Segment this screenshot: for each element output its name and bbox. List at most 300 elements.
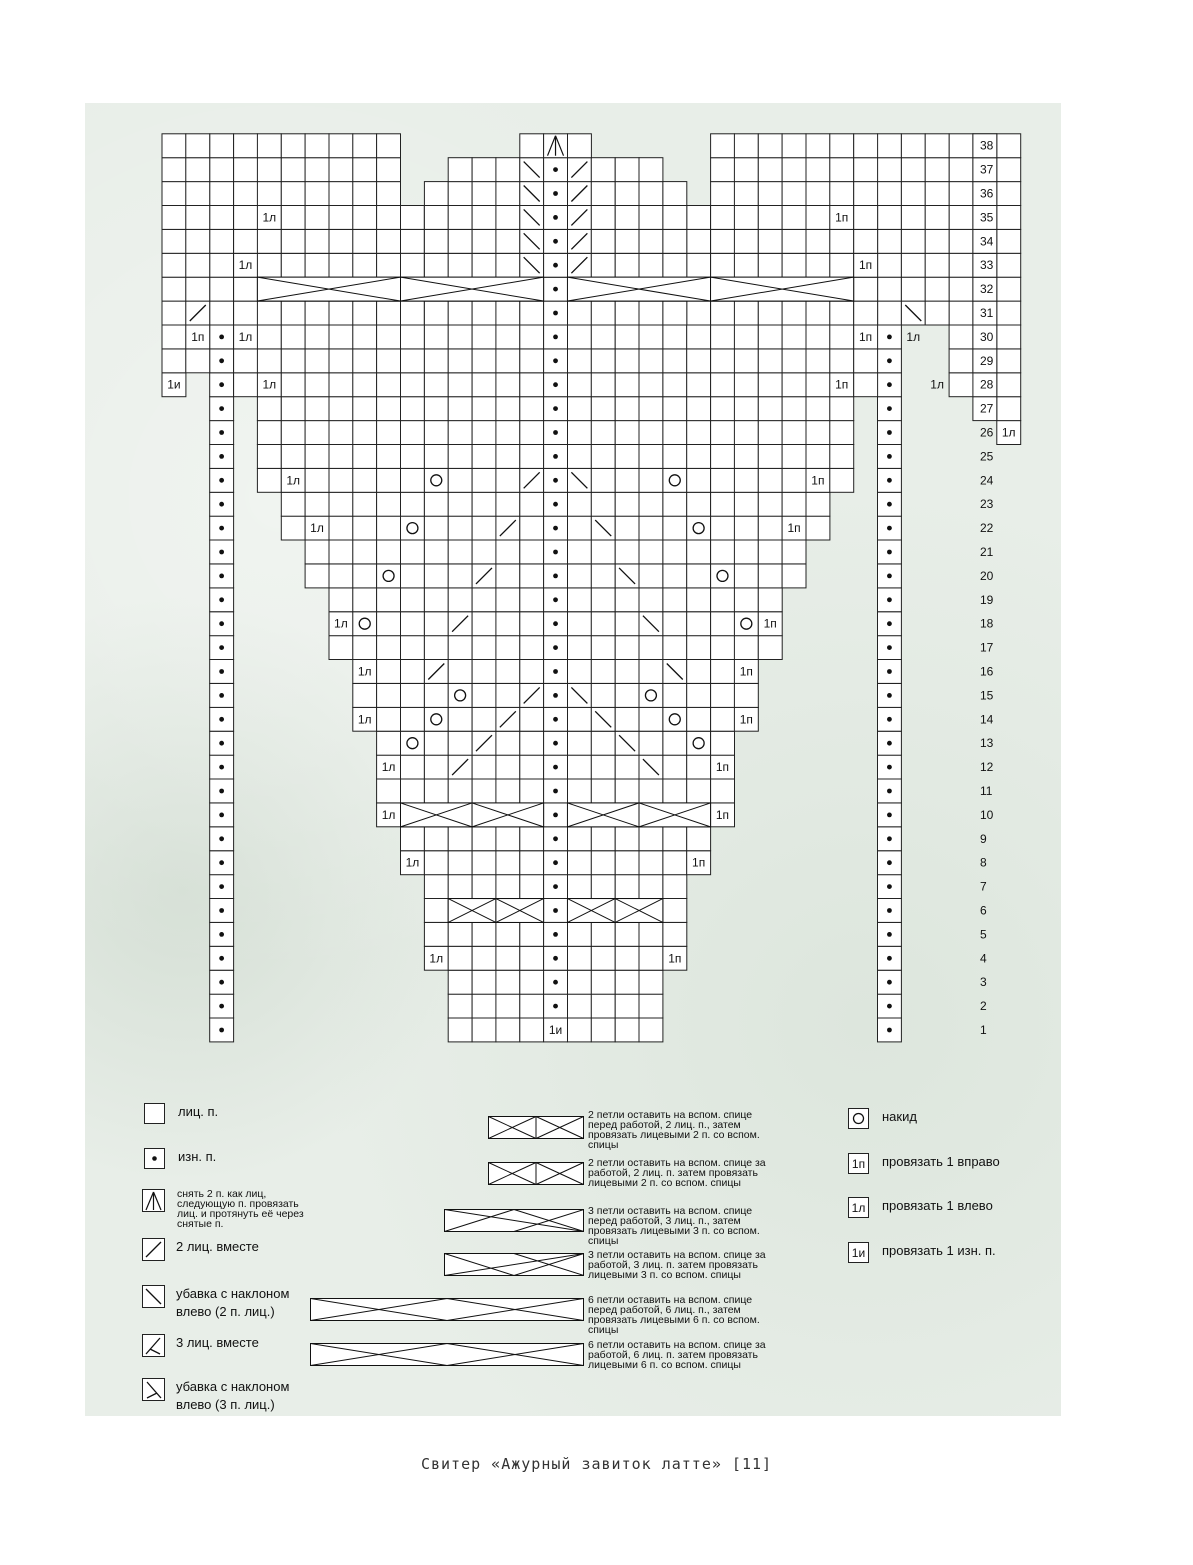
chart-cell: [663, 229, 687, 253]
chart-cell: [472, 946, 496, 970]
legend-k3tog: [142, 1334, 259, 1357]
chart-cell: [615, 851, 639, 875]
turn-mark: 1п: [787, 521, 801, 536]
chart-cell: [711, 516, 735, 540]
legend-cable5-label: 6 петли оставить на вспом. спице перед работой, 6 лиц. п., затем провязать лицевыми 6 п. со вспом. спицы: [588, 1294, 760, 1336]
chart-cell: [806, 445, 830, 469]
chart-cell: [305, 468, 329, 492]
chart-cell: [734, 253, 758, 277]
chart-cell: [806, 421, 830, 445]
chart-cell: [329, 421, 353, 445]
chart-cell: [186, 349, 210, 373]
chart-cell: [401, 540, 425, 564]
legend-ssk3: [142, 1378, 316, 1414]
chart-cell: [639, 540, 663, 564]
chart-cell: [568, 325, 592, 349]
chart-cell: [591, 445, 615, 469]
chart-cell: [591, 301, 615, 325]
chart-cell: [997, 253, 1021, 277]
chart-cell: [734, 612, 758, 636]
purl-dot-icon: [553, 550, 558, 555]
chart-cell: [353, 684, 377, 708]
chart-cell: [424, 731, 448, 755]
chart-cell: [448, 588, 472, 612]
legend-cable4-label: 3 петли оставить на вспом. спице за работой, 3 лиц. п. затем провязать лицевыми 3 п. со вспом. спицы: [588, 1249, 766, 1281]
chart-cell: [711, 134, 735, 158]
row-number: 12: [980, 760, 994, 775]
chart-cell: [568, 779, 592, 803]
turn-mark: 1л: [930, 377, 944, 392]
chart-cell: [281, 182, 305, 206]
row-number: 6: [980, 903, 987, 918]
chart-cell: [663, 349, 687, 373]
chart-cell: [472, 301, 496, 325]
chart-cell: [401, 779, 425, 803]
chart-cell: [329, 182, 353, 206]
row-number: 8: [980, 855, 987, 870]
chart-cell: [401, 588, 425, 612]
row-number: 15: [980, 688, 994, 703]
purl-dot-icon: [887, 717, 892, 722]
chart-cell: [162, 182, 186, 206]
chart-cell: [448, 397, 472, 421]
chart-cell: [901, 253, 925, 277]
chart-cell: [377, 253, 401, 277]
cable-3x3-front-icon: [444, 1206, 584, 1238]
chart-cell: [353, 421, 377, 445]
chart-cell: [639, 588, 663, 612]
chart-cell: [687, 229, 711, 253]
chart-cell: [591, 994, 615, 1018]
chart-cell: [734, 349, 758, 373]
chart-cell: [711, 158, 735, 182]
chart-cell: [806, 134, 830, 158]
chart-cell: [377, 182, 401, 206]
chart-cell: [758, 229, 782, 253]
chart-cell: [615, 468, 639, 492]
legend-ssk3-label: убавка с наклоном влево (3 п. лиц.): [176, 1379, 290, 1412]
chart-cell: [758, 182, 782, 206]
chart-cell: [830, 229, 854, 253]
chart-cell: [472, 206, 496, 230]
purl-dot-icon: [553, 526, 558, 531]
chart-cell: [353, 134, 377, 158]
chart-cell: [448, 684, 472, 708]
chart-cell: [210, 206, 234, 230]
turn-mark: 1п: [835, 210, 849, 225]
chart-cell: [591, 755, 615, 779]
chart-cell: [925, 182, 949, 206]
chart-cell: [424, 564, 448, 588]
chart-cell: [854, 206, 878, 230]
chart-cell: [687, 755, 711, 779]
chart-cell: [496, 253, 520, 277]
chart-cell: [711, 707, 735, 731]
chart-cell: [353, 588, 377, 612]
chart-cell: [806, 182, 830, 206]
chart-cell: [782, 421, 806, 445]
chart-cell: [377, 134, 401, 158]
chart-cell: [401, 349, 425, 373]
chart-cell: [734, 182, 758, 206]
chart-cell: [353, 492, 377, 516]
chart-cell: [281, 373, 305, 397]
chart-cell: [472, 636, 496, 660]
chart-cell: [424, 253, 448, 277]
chart-cell: [615, 349, 639, 373]
purl-dot-icon: [887, 789, 892, 794]
chart-cell: [687, 564, 711, 588]
chart-cell: [424, 612, 448, 636]
chart-cell: [758, 516, 782, 540]
chart-cell: [734, 636, 758, 660]
chart-cell: [424, 468, 448, 492]
chart-cell: [568, 731, 592, 755]
chart-cell: [424, 206, 448, 230]
chart-cell: [591, 229, 615, 253]
chart-cell: [568, 994, 592, 1018]
purl-dot-icon: [553, 860, 558, 865]
chart-cell: [329, 134, 353, 158]
purl-dot-icon: [887, 382, 892, 387]
chart-cell: [854, 158, 878, 182]
chart-cell: [663, 636, 687, 660]
chart-cell: [520, 970, 544, 994]
chart-cell: [591, 397, 615, 421]
chart-cell: [448, 922, 472, 946]
chart-cell: [472, 373, 496, 397]
chart-cell: [401, 684, 425, 708]
chart-cell: [734, 684, 758, 708]
chart-cell: [806, 325, 830, 349]
row-number: 13: [980, 736, 994, 751]
turn-mark: 1л: [429, 951, 444, 966]
chart-cell: [353, 612, 377, 636]
chart-cell: [997, 277, 1021, 301]
chart-cell: [711, 588, 735, 612]
row-number: 28: [980, 377, 994, 392]
chart-cell: [448, 445, 472, 469]
chart-cell: [162, 277, 186, 301]
chart-cell: [234, 158, 258, 182]
chart-cell: [257, 421, 281, 445]
chart-cell: [186, 229, 210, 253]
chart-cell: [448, 636, 472, 660]
chart-cell: [496, 325, 520, 349]
row-number: 7: [980, 879, 987, 894]
chart-cell: [472, 397, 496, 421]
chart-cell: [663, 253, 687, 277]
ssk-icon: [142, 1285, 165, 1308]
chart-cell: [329, 229, 353, 253]
purl-dot-icon: [887, 860, 892, 865]
chart-cell: [758, 564, 782, 588]
chart-cell: [997, 134, 1021, 158]
chart-cell: [949, 349, 973, 373]
purl-dot-icon: [887, 836, 892, 841]
purl-dot-icon: [219, 860, 224, 865]
turn-mark: 1п: [858, 329, 873, 344]
chart-cell: [687, 373, 711, 397]
chart-cell: [353, 349, 377, 373]
chart-cell: [901, 277, 925, 301]
chart-cell: [186, 158, 210, 182]
chart-cell: [329, 468, 353, 492]
chart-cell: [568, 445, 592, 469]
chart-cell: [520, 301, 544, 325]
chart-cell: [830, 301, 854, 325]
cable-2x2-back-icon: [488, 1158, 584, 1190]
purl-dot-icon: [887, 956, 892, 961]
chart-cell: [782, 445, 806, 469]
chart-cell: [878, 277, 902, 301]
chart-cell: [854, 134, 878, 158]
chart-cell: [663, 612, 687, 636]
chart-cell: [520, 492, 544, 516]
chart-cell: [257, 445, 281, 469]
turn-mark: 1л: [405, 855, 420, 870]
purl-dot-icon: [887, 741, 892, 746]
chart-cell: [711, 301, 735, 325]
chart-cell: [687, 588, 711, 612]
chart-cell: [711, 373, 735, 397]
chart-cell: [257, 134, 281, 158]
chart-cell: [568, 516, 592, 540]
purl-dot-icon: [553, 765, 558, 770]
chart-cell: [424, 421, 448, 445]
row-number: 11: [980, 784, 993, 798]
chart-cell: [424, 229, 448, 253]
chart-cell: [949, 277, 973, 301]
purl-dot-icon: [219, 1004, 224, 1009]
chart-cell: [615, 206, 639, 230]
chart-cell: [401, 421, 425, 445]
chart-cell: [377, 540, 401, 564]
legend-tr-label: провязать 1 вправо: [882, 1154, 1000, 1169]
chart-cell: [472, 325, 496, 349]
chart-cell: [472, 182, 496, 206]
chart-cell: [663, 755, 687, 779]
chart-cell: [448, 516, 472, 540]
chart-cell: [401, 468, 425, 492]
purl-dot-icon: [887, 502, 892, 507]
chart-cell: [711, 445, 735, 469]
chart-cell: [568, 922, 592, 946]
purl-dot-icon: [219, 717, 224, 722]
chart-cell: [568, 564, 592, 588]
chart-cell: [568, 492, 592, 516]
chart-cell: [758, 373, 782, 397]
chart-cell: [353, 468, 377, 492]
chart-cell: [377, 206, 401, 230]
chart-cell: [568, 851, 592, 875]
chart-cell: [401, 206, 425, 230]
purl-dot-icon: [887, 1028, 892, 1033]
purl-dot-icon: [219, 765, 224, 770]
chart-cell: [353, 206, 377, 230]
turn-right-symbol: 1п: [848, 1153, 869, 1174]
row-number: 35: [980, 210, 994, 225]
chart-cell: [472, 253, 496, 277]
chart-cell: [234, 182, 258, 206]
purl-dot-icon: [887, 550, 892, 555]
chart-cell: [663, 421, 687, 445]
chart-cell: [520, 851, 544, 875]
purl-dot-icon: [219, 430, 224, 435]
row-number: 30: [980, 329, 994, 344]
chart-cell: [210, 134, 234, 158]
chart-cell: [496, 229, 520, 253]
chart-cell: [401, 325, 425, 349]
row-number: 18: [980, 616, 994, 631]
chart-cell: [329, 373, 353, 397]
chart-cell: [878, 182, 902, 206]
chart-cell: [591, 349, 615, 373]
chart-cell: [520, 707, 544, 731]
cable-6x6-back-icon: [310, 1340, 584, 1372]
chart-cell: [162, 325, 186, 349]
row-number: 24: [980, 473, 994, 488]
chart-cell: [663, 492, 687, 516]
chart-cell: [591, 421, 615, 445]
chart-cell: [758, 206, 782, 230]
turn-mark: 1п: [191, 329, 205, 344]
chart-cell: [711, 349, 735, 373]
chart-cell: [758, 588, 782, 612]
turn-mark: 1л: [310, 521, 324, 536]
row-number: 25: [980, 449, 994, 464]
purl-dot-icon: [219, 693, 224, 698]
turn-mark: 1л: [906, 329, 921, 344]
legend-cable3-label: 3 петли оставить на вспом. спице перед работой, 3 лиц. п., затем провязать лицевыми 3 п. со вспом. спицы: [588, 1205, 760, 1247]
purl-dot-icon: [553, 1004, 558, 1009]
chart-cell: [496, 182, 520, 206]
chart-cell: [615, 612, 639, 636]
chart-cell: [591, 1018, 615, 1042]
chart-cell: [782, 468, 806, 492]
chart-cell: [520, 564, 544, 588]
turn-mark: 1л: [381, 807, 396, 822]
chart-cell: [639, 253, 663, 277]
chart-cell: [830, 468, 854, 492]
purl-dot-icon: [553, 406, 558, 411]
chart-cell: [568, 588, 592, 612]
chart-cell: [901, 134, 925, 158]
turn-mark: 1п: [811, 473, 825, 488]
purl-dot-icon: [887, 908, 892, 913]
chart-cell: [663, 731, 687, 755]
chart-cell: [448, 970, 472, 994]
chart-cell: [591, 851, 615, 875]
chart-cell: [615, 492, 639, 516]
turn-mark: 1л: [357, 712, 372, 727]
chart-cell: [663, 707, 687, 731]
chart-cell: [448, 373, 472, 397]
chart-cell: [639, 922, 663, 946]
chart-cell: [663, 468, 687, 492]
chart-cell: [568, 301, 592, 325]
chart-cell: [210, 158, 234, 182]
chart-cell: [639, 636, 663, 660]
chart-cell: [615, 755, 639, 779]
chart-cell: [401, 373, 425, 397]
chart-cell: [949, 373, 973, 397]
chart-cell: [257, 349, 281, 373]
chart-cell: [830, 134, 854, 158]
chart-cell: [639, 206, 663, 230]
chart-cell: [734, 158, 758, 182]
chart-cell: [377, 325, 401, 349]
chart-cell: [639, 827, 663, 851]
purl-dot-icon: [887, 693, 892, 698]
chart-cell: [424, 707, 448, 731]
chart-cell: [615, 875, 639, 899]
chart-cell: [377, 421, 401, 445]
purl-dot-icon: [553, 932, 558, 937]
chart-cell: [782, 397, 806, 421]
chart-cell: [782, 158, 806, 182]
chart-cell: [305, 445, 329, 469]
purl-dot-icon: [553, 669, 558, 674]
purl-dot-icon: [553, 311, 558, 316]
chart-cell: [782, 349, 806, 373]
chart-cell: [734, 301, 758, 325]
chart-cell: [568, 540, 592, 564]
chart-cell: [424, 899, 448, 923]
chart-cell: [234, 134, 258, 158]
chart-cell: [234, 349, 258, 373]
chart-cell: [210, 253, 234, 277]
purl-dot-icon: [219, 597, 224, 602]
chart-cell: [281, 229, 305, 253]
chart-cell: [401, 660, 425, 684]
chart-cell: [639, 349, 663, 373]
chart-cell: [615, 707, 639, 731]
legend-knit-label: лиц. п.: [178, 1104, 219, 1119]
chart-cell: [305, 421, 329, 445]
chart-cell: [758, 253, 782, 277]
chart-cell: [472, 660, 496, 684]
chart-cell: [591, 158, 615, 182]
chart-cell: [448, 946, 472, 970]
row-number: 34: [980, 234, 994, 249]
purl-dot-icon: [219, 836, 224, 841]
chart-cell: [639, 158, 663, 182]
chart-cell: [472, 468, 496, 492]
chart-cell: [615, 588, 639, 612]
chart-cell: [281, 397, 305, 421]
row-number: 22: [980, 521, 994, 536]
chart-cell: [448, 421, 472, 445]
page-footer: Свитер «Ажурный завиток латте» [11]: [420, 1455, 773, 1473]
chart-cell: [591, 946, 615, 970]
chart-cell: [830, 349, 854, 373]
purl-dot-icon: [887, 478, 892, 483]
chart-cell: [663, 851, 687, 875]
chart-cell: [615, 660, 639, 684]
turn-mark: 1л: [357, 664, 372, 679]
chart-cell: [758, 301, 782, 325]
chart-cell: [806, 373, 830, 397]
chart-cell: [997, 397, 1021, 421]
turn-mark: 1л: [381, 760, 396, 775]
chart-cell: [639, 373, 663, 397]
chart-cell: [687, 684, 711, 708]
chart-cell: [997, 229, 1021, 253]
chart-cell: [424, 875, 448, 899]
purl-dot-icon: [219, 980, 224, 985]
chart-cell: [448, 253, 472, 277]
